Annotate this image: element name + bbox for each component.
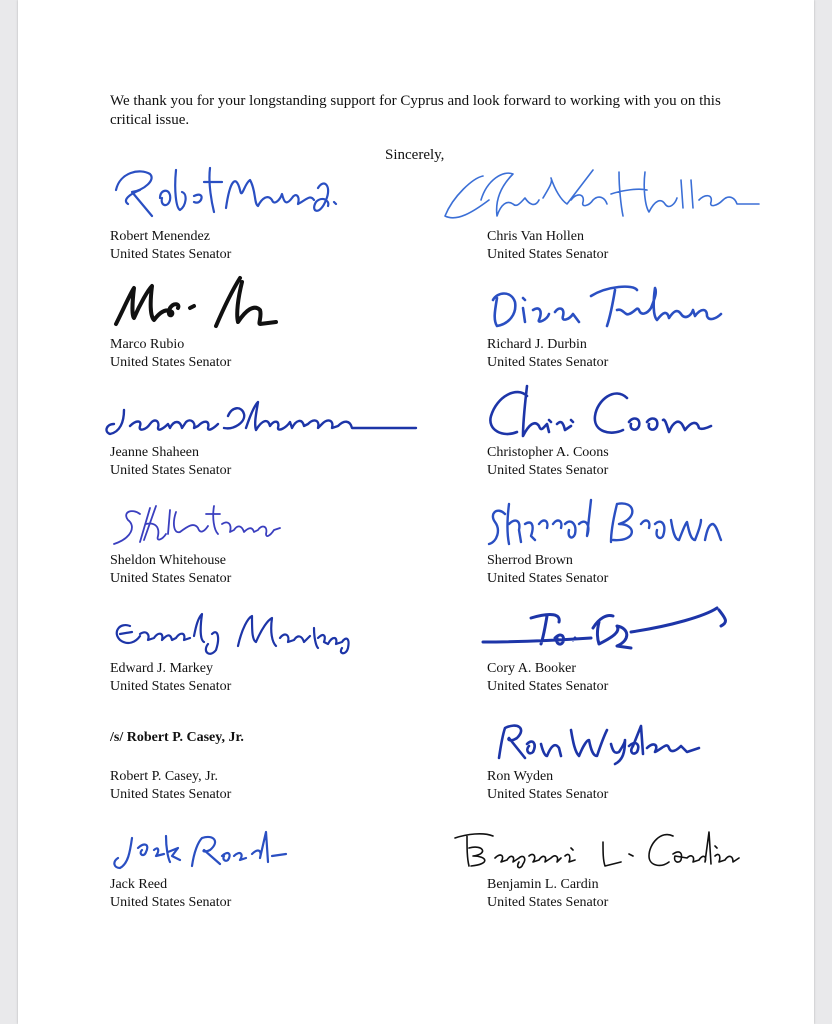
signature-block-reed — [110, 808, 450, 918]
signatory-name: Christopher A. Coons — [487, 445, 609, 460]
signature-block-brown — [487, 484, 827, 594]
signatory-name: Jack Reed — [110, 877, 168, 892]
signatory-name: Jeanne Shaheen — [110, 445, 200, 460]
signature-booker — [481, 592, 741, 656]
signature-block-markey — [110, 592, 450, 702]
signature-brown — [487, 484, 787, 548]
signatory-title: United States Senator — [487, 463, 609, 478]
signature-rubio — [110, 268, 410, 332]
signature-block-whitehouse — [110, 484, 450, 594]
signature-block-shaheen — [110, 376, 450, 486]
signatory-title: United States Senator — [110, 571, 232, 586]
signatory-name: Chris Van Hollen — [487, 229, 584, 244]
signatory-name: Sheldon Whitehouse — [110, 553, 227, 568]
signature-block-durbin — [487, 268, 827, 378]
signature-block-coons — [487, 376, 827, 486]
signature-block-rubio — [110, 268, 450, 378]
signature-block-wyden — [487, 700, 827, 810]
signature-block-booker — [487, 592, 827, 702]
signature-shaheen — [102, 376, 422, 440]
signatory-name: Cory A. Booker — [487, 661, 577, 676]
signatory-title: United States Senator — [110, 787, 232, 802]
signatory-name: Benjamin L. Cardin — [487, 877, 599, 892]
signatory-name: Robert Menendez — [110, 229, 210, 244]
closing-paragraph: We thank you for your longstanding support for Cyprus and look forward to working with you on this critical issue. — [110, 93, 721, 128]
signatory-title: United States Senator — [487, 787, 609, 802]
signatory-title: United States Senator — [487, 247, 609, 262]
signature-reed — [110, 808, 410, 872]
signatory-title: United States Senator — [487, 571, 609, 586]
signature-block-menendez — [110, 160, 450, 270]
signature-wyden — [487, 700, 787, 764]
signatory-name: Richard J. Durbin — [487, 337, 587, 352]
signatory-title: United States Senator — [487, 895, 609, 910]
signature-menendez — [110, 160, 410, 224]
signature-block-van-hollen — [487, 160, 827, 270]
letter-page — [18, 0, 814, 1024]
signatory-name: Edward J. Markey — [110, 661, 214, 676]
signatory-title: United States Senator — [110, 463, 232, 478]
signature-whitehouse — [110, 484, 410, 548]
signatory-title: United States Senator — [487, 679, 609, 694]
signatory-title: United States Senator — [110, 895, 232, 910]
signatory-title: United States Senator — [110, 355, 232, 370]
salutation: Sincerely, — [385, 147, 445, 163]
signatory-title: United States Senator — [110, 247, 232, 262]
signature-block-cardin — [487, 808, 827, 918]
typed-signature-casey: /s/ Robert P. Casey, Jr. — [110, 730, 244, 745]
signatory-name: Sherrod Brown — [487, 553, 573, 568]
signatory-title: United States Senator — [110, 679, 232, 694]
signature-cardin — [453, 808, 743, 872]
signatory-title: United States Senator — [487, 355, 609, 370]
signatory-name: Marco Rubio — [110, 337, 185, 352]
signature-coons — [487, 376, 787, 440]
signature-markey — [110, 592, 430, 656]
signature-van-hollen — [443, 160, 763, 224]
signature-block-casey — [110, 700, 450, 810]
signatory-name: Robert P. Casey, Jr. — [110, 769, 218, 784]
signatory-name: Ron Wyden — [487, 769, 554, 784]
signature-durbin — [487, 268, 787, 332]
